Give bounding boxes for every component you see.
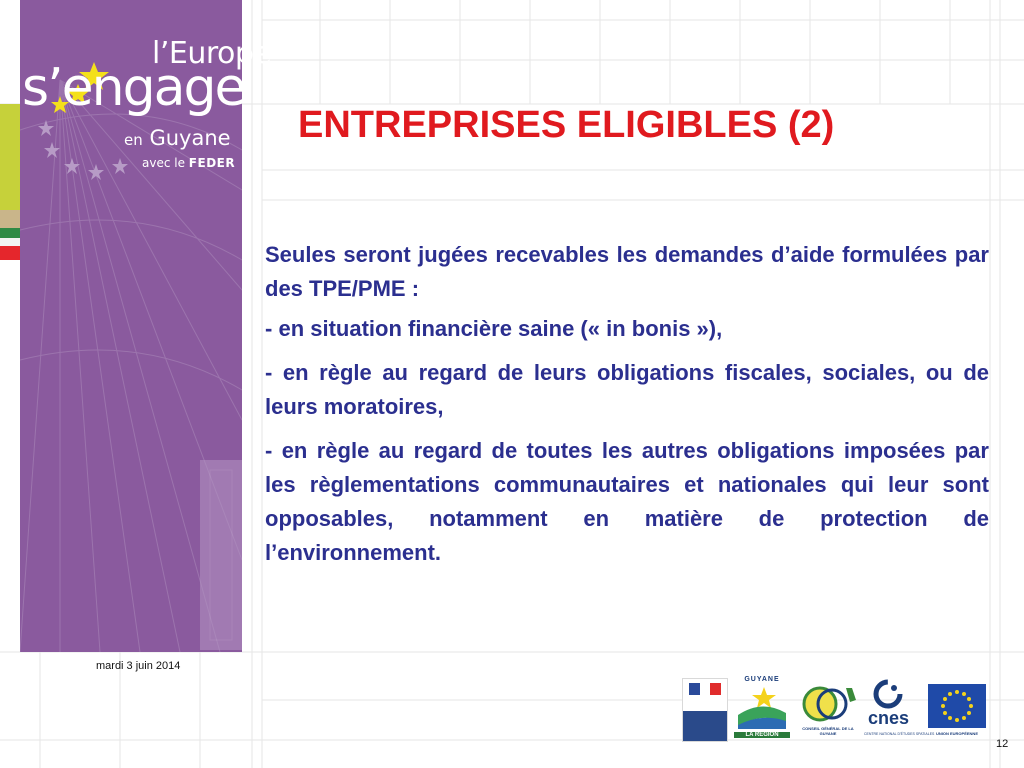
region-emblem-icon <box>734 685 790 731</box>
slide-title: ENTREPRISES ELIGIBLES (2) <box>298 104 835 146</box>
slide-body <box>265 238 989 580</box>
bullet-marker: - <box>265 360 273 385</box>
logo-line-europe: l’Europe <box>152 36 272 71</box>
logo-avec-le: avec le <box>142 156 185 170</box>
bullet-item <box>265 434 989 570</box>
conseil-general-text: CONSEIL GÉNÉRAL DE LA GUYANE <box>802 726 854 736</box>
logo-line-guyane <box>124 126 231 150</box>
prefecture-logo-icon <box>682 678 728 742</box>
bullet-text: en règle au regard de leurs obligations fiscales, sociales, ou de leurs moratoires, <box>265 360 989 419</box>
logo-line-sengage: s’engage <box>22 58 245 118</box>
region-guyane-logo <box>734 676 790 742</box>
europe-feder-logo <box>16 28 272 178</box>
conseil-general-emblem-icon <box>798 682 858 724</box>
bullet-item <box>265 356 989 424</box>
eu-caption: UNION EUROPÉENNE <box>935 731 978 736</box>
intro-paragraph: Seules seront jugées recevables les demandes d’aide formulées par des TPE/PME : <box>265 242 989 301</box>
cnes-emblem-icon <box>864 678 922 710</box>
bullet-text: en règle au regard de toutes les autres obligations imposées par les règlementations communautaires et nationales qui leur sont opposables, notamment en matière de protection de l’environnement. <box>265 438 989 565</box>
bullet-item <box>265 312 989 346</box>
cnes-text: cnes <box>868 708 910 728</box>
bullet-text: en situation financière saine (« in bonis »), <box>278 316 723 341</box>
region-guyane-bottom-text: LA RÉGION <box>734 732 790 738</box>
footer-date: mardi 3 juin 2014 <box>96 660 181 672</box>
region-guyane-top-text: GUYANE <box>744 676 780 683</box>
conseil-general-logo <box>798 682 858 742</box>
logo-guyane: Guyane <box>149 126 231 150</box>
cnes-logo <box>864 678 935 742</box>
partner-logos <box>680 676 990 744</box>
page-number: 12 <box>996 738 1009 750</box>
bullet-marker: - <box>265 438 273 463</box>
logo-feder: FEDER <box>188 156 236 170</box>
logo-en: en <box>124 131 143 149</box>
logo-line-feder <box>142 156 235 170</box>
eu-logo <box>928 684 986 742</box>
bullet-marker: - <box>265 316 273 341</box>
cnes-caption: CENTRE NATIONAL D'ÉTUDES SPATIALES <box>864 732 935 736</box>
eu-flag-icon <box>928 684 986 728</box>
